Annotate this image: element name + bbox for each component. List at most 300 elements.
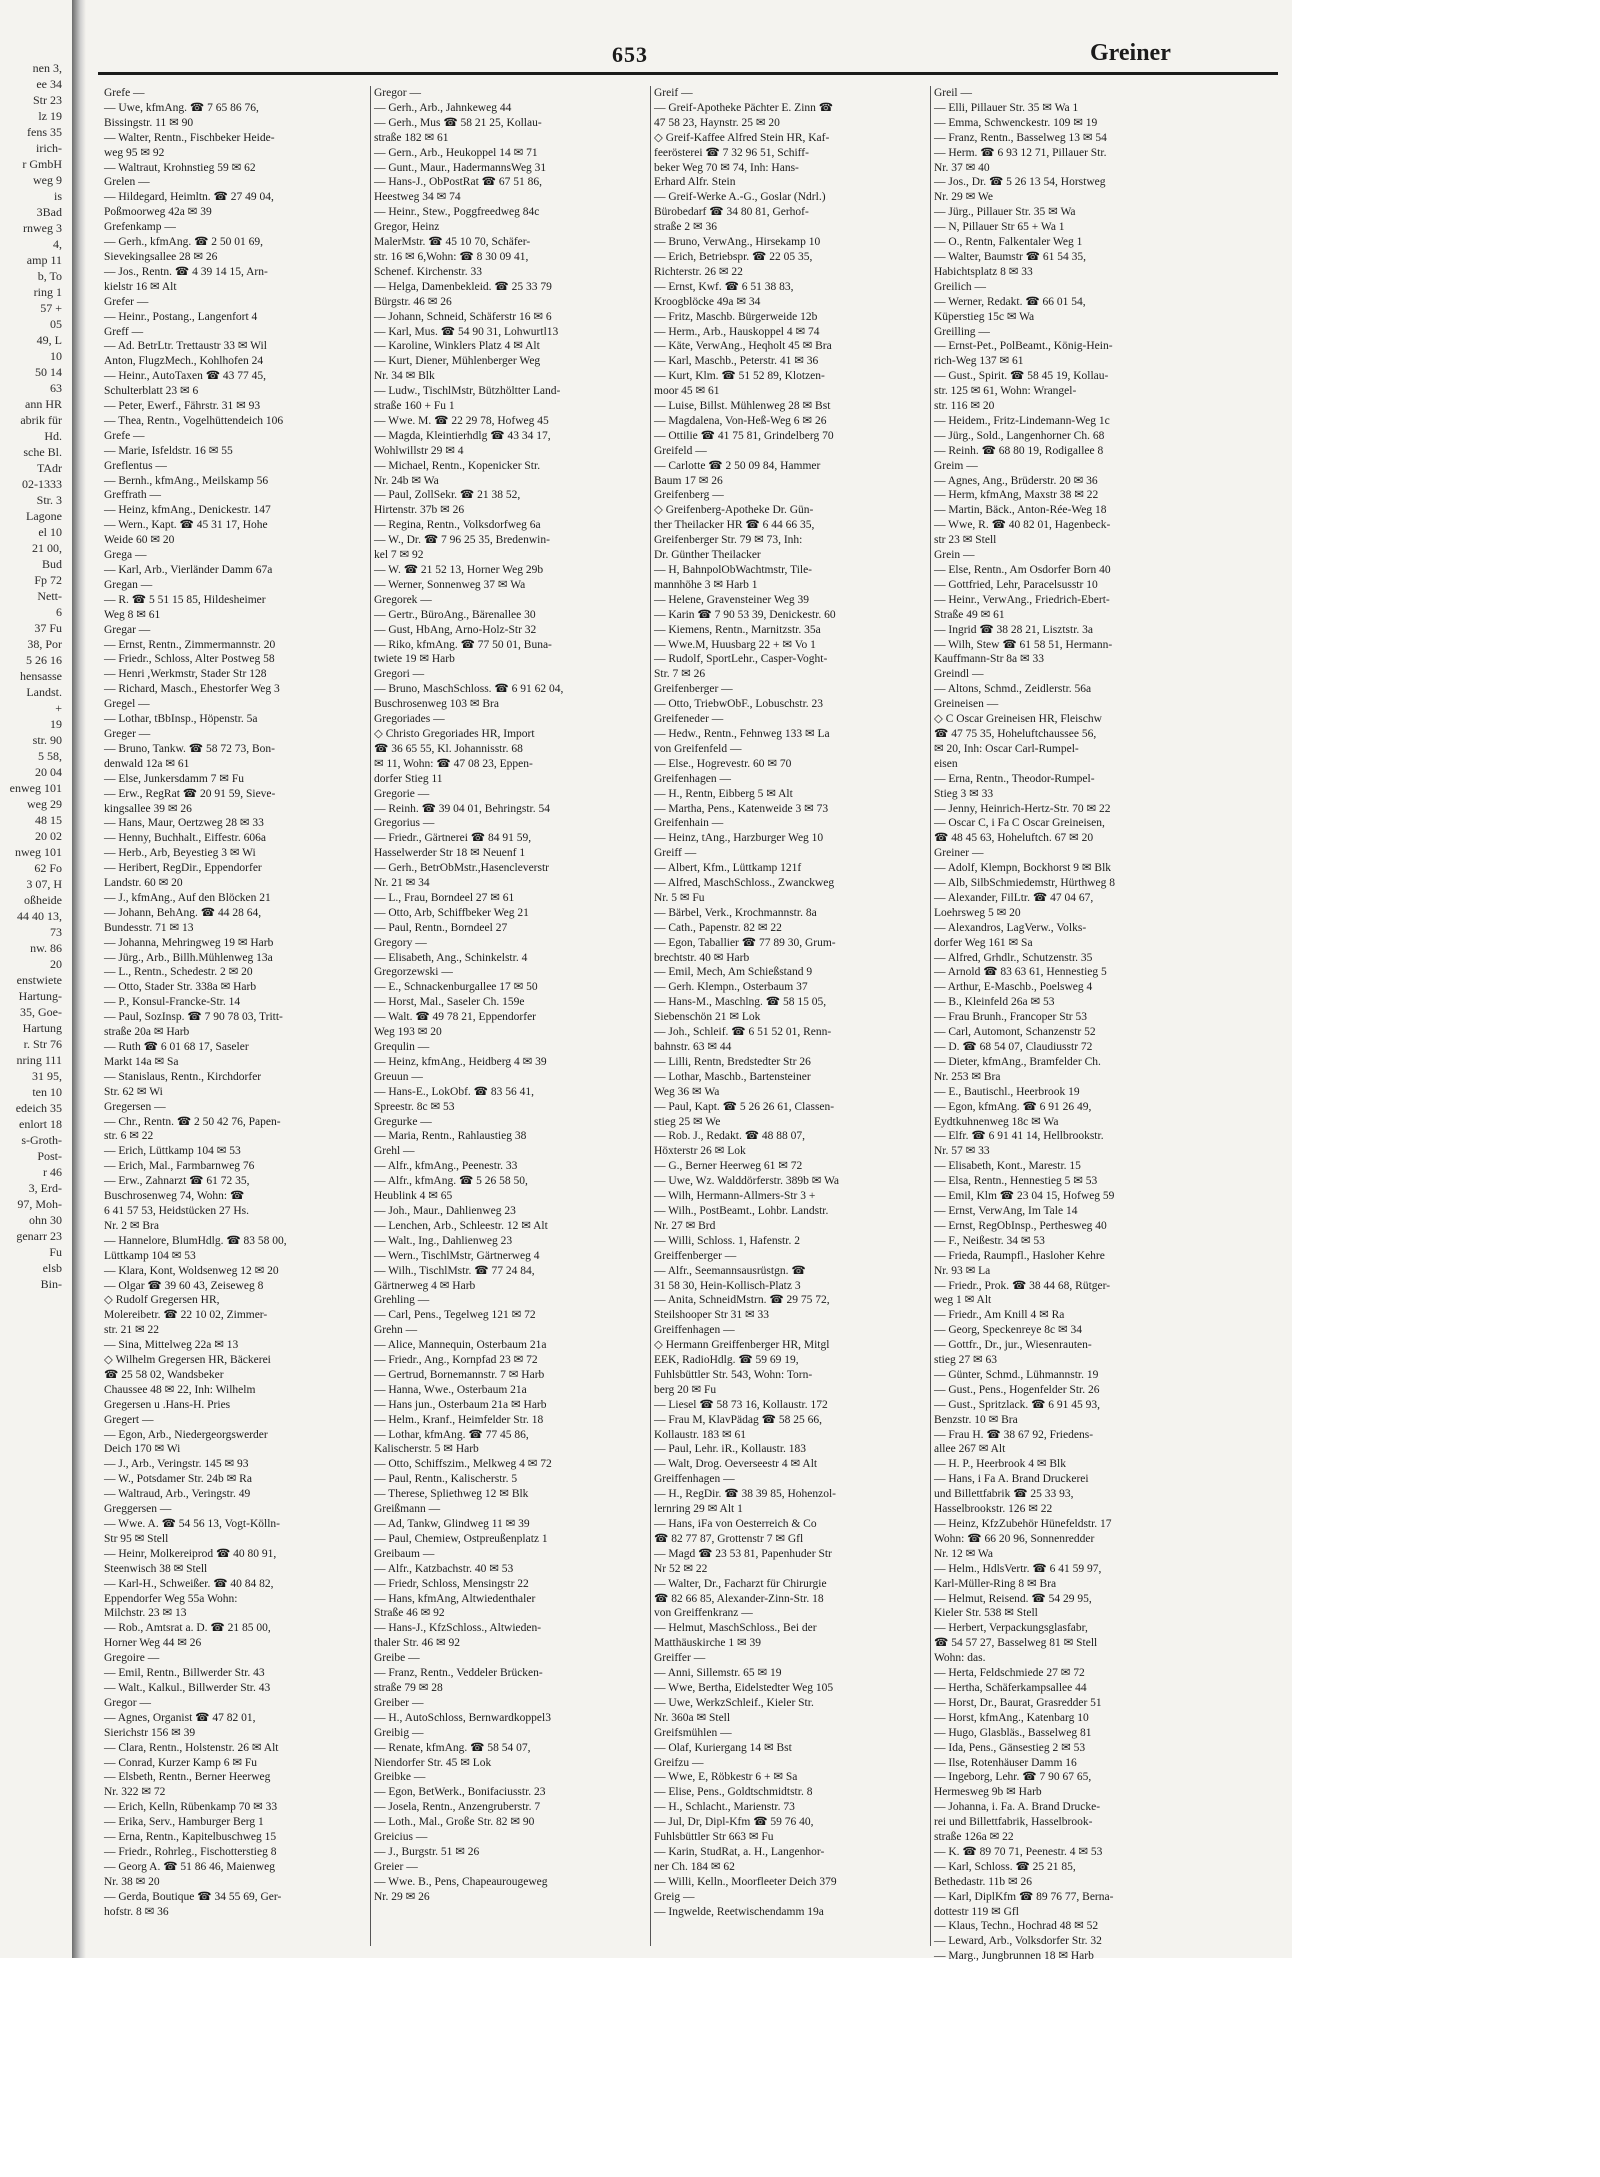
directory-line: Grein — bbox=[934, 549, 975, 562]
directory-line: Greifenhain — bbox=[654, 817, 724, 830]
directory-line: — Ernst-Pet., PolBeamt., König-Hein- bbox=[934, 340, 1113, 353]
directory-line: Grefe — bbox=[104, 87, 145, 99]
directory-line: Weg 193 ✉ 20 bbox=[374, 1026, 442, 1039]
directory-line: Gregor, Heinz bbox=[374, 221, 440, 234]
directory-line: straße 182 ✉ 61 bbox=[374, 131, 449, 144]
directory-line: — Erna, Rentn., Theodor-Rumpel- bbox=[934, 772, 1095, 785]
directory-line: — Sina, Mittelweg 22a ✉ 13 bbox=[104, 1339, 239, 1352]
directory-line: — Helm., HdlsVertr. ☎ 6 41 59 97, bbox=[934, 1562, 1102, 1575]
margin-fragment: Hd. bbox=[44, 429, 62, 443]
directory-line: — Alfr., kfmAng. ☎ 5 26 58 50, bbox=[374, 1175, 528, 1188]
directory-line: rei und Billettfabrik, Hasselbrook- bbox=[934, 1816, 1093, 1829]
directory-line: Greiber — bbox=[374, 1696, 424, 1709]
margin-fragment: 73 bbox=[50, 925, 62, 939]
directory-line: thaler Str. 46 ✉ 92 bbox=[374, 1637, 460, 1650]
directory-line: Sierichstr 156 ✉ 39 bbox=[104, 1726, 196, 1739]
directory-line: Hirtenstr. 37b ✉ 26 bbox=[374, 504, 465, 517]
directory-line: — Ernst, Kwf. ☎ 6 51 38 83, bbox=[654, 280, 794, 293]
directory-line: — Maria, Rentn., Rahlaustieg 38 bbox=[374, 1130, 527, 1143]
directory-line: — Wwe. M. ☎ 22 29 78, Hofweg 45 bbox=[374, 414, 549, 427]
directory-line: str. 116 ✉ 20 bbox=[934, 400, 995, 413]
directory-line: Steilshooper Str 31 ✉ 33 bbox=[654, 1309, 770, 1322]
directory-line: Greifenberger Str. 79 ✉ 73, Inh: bbox=[654, 534, 803, 547]
directory-line: Greiff — bbox=[654, 847, 697, 860]
directory-line: — Walter, Dr., Facharzt für Chirurgie bbox=[654, 1577, 827, 1590]
directory-line: Gregan — bbox=[104, 578, 153, 591]
directory-line: — Georg, Speckenreye 8c ✉ 34 bbox=[934, 1324, 1083, 1337]
directory-line: straße 2 ✉ 36 bbox=[654, 221, 717, 234]
directory-line: — Alexander, FilLtr. ☎ 47 04 67, bbox=[934, 891, 1094, 904]
directory-line: — Hanna, Wwe., Osterbaum 21a bbox=[374, 1383, 527, 1396]
margin-fragment: amp 11 bbox=[26, 253, 62, 267]
directory-line: kel 7 ✉ 92 bbox=[374, 549, 424, 562]
directory-line: Nr. 38 ✉ 20 bbox=[104, 1875, 160, 1888]
directory-line: — Rob., Amtsrat a. D. ☎ 21 85 00, bbox=[104, 1622, 271, 1635]
directory-line: — Elise, Pens., Goldtschmidtstr. 8 bbox=[654, 1786, 813, 1799]
directory-line: Greig — bbox=[654, 1890, 695, 1903]
directory-line: Heestweg 34 ✉ 74 bbox=[374, 191, 461, 204]
margin-fragment: nen 3, bbox=[32, 61, 62, 75]
margin-fragment: r 46 bbox=[43, 1165, 62, 1179]
directory-line: — Kurt, Klm. ☎ 51 52 89, Klotzen- bbox=[654, 370, 825, 383]
directory-line: — Marg., Jungbrunnen 18 ✉ Harb bbox=[934, 1950, 1094, 1963]
directory-line: Nr. 93 ✉ La bbox=[934, 1264, 991, 1277]
margin-fragment: Lagone bbox=[26, 509, 62, 523]
directory-line: Weg 36 ✉ Wa bbox=[654, 1085, 720, 1098]
directory-line: — Greif-Apotheke Pächter E. Zinn ☎ bbox=[654, 101, 834, 114]
directory-line: Grehl — bbox=[374, 1145, 415, 1158]
directory-line: Greibaum — bbox=[374, 1547, 435, 1560]
margin-fragment: ten 10 bbox=[32, 1085, 62, 1099]
margin-fragment: is bbox=[53, 189, 62, 203]
directory-line: weg 1 ✉ Alt bbox=[934, 1294, 992, 1307]
directory-line: — Walter, Rentn., Fischbeker Heide- bbox=[104, 131, 275, 144]
directory-line: — Hans, Maur, Oertzweg 28 ✉ 33 bbox=[104, 817, 264, 830]
directory-line: Grefe — bbox=[104, 429, 145, 442]
margin-fragment: Str 23 bbox=[32, 93, 62, 107]
directory-line: — Gust., Spritzlack. ☎ 6 91 45 93, bbox=[934, 1398, 1101, 1411]
margin-fragment: nring 111 bbox=[16, 1053, 62, 1067]
margin-fragment: weg 9 bbox=[33, 173, 62, 187]
directory-line: Greff — bbox=[104, 325, 144, 338]
directory-line: Greilich — bbox=[934, 280, 987, 293]
directory-line: — Friedr., Am Knill 4 ✉ Ra bbox=[934, 1309, 1065, 1322]
margin-fragment: 57 + bbox=[40, 301, 62, 315]
directory-line: Anton, FlugzMech., Kohlhofen 24 bbox=[104, 355, 264, 368]
directory-line: stieg 25 ✉ We bbox=[654, 1115, 721, 1128]
directory-line: — Walt, Drog. Oeverseestr 4 ✉ Alt bbox=[654, 1458, 818, 1471]
directory-line: — Johanna, Mehringweg 19 ✉ Harb bbox=[104, 936, 274, 949]
directory-line: Richterstr. 26 ✉ 22 bbox=[654, 265, 743, 278]
directory-line: — Albert, Kfm., Lüttkamp 121f bbox=[654, 862, 802, 875]
directory-line: — Paul, Chemiew, Ostpreußenplatz 1 bbox=[374, 1532, 548, 1545]
directory-line: — Ottilie ☎ 41 75 81, Grindelberg 70 bbox=[654, 429, 834, 442]
directory-line: — Helmut, MaschSchloss., Bei der bbox=[654, 1622, 817, 1635]
directory-line: — Wwe, Bertha, Eidelstedter Weg 105 bbox=[654, 1681, 834, 1694]
directory-line: Hasselbrookstr. 126 ✉ 22 bbox=[934, 1503, 1053, 1516]
margin-fragment: r. Str 76 bbox=[23, 1037, 62, 1051]
directory-line: — Loth., Mal., Große Str. 82 ✉ 90 bbox=[374, 1816, 535, 1829]
directory-line: — Ingrid ☎ 38 28 21, Lisztstr. 3a bbox=[934, 623, 1094, 636]
directory-line: — Wwe, E, Röbkestr 6 + ✉ Sa bbox=[654, 1771, 798, 1784]
directory-line: Greifenberg — bbox=[654, 489, 724, 502]
directory-line: — H., AutoSchloss, Bernwardkoppel3 bbox=[374, 1711, 551, 1724]
directory-line: Kroogblöcke 49a ✉ 34 bbox=[654, 295, 761, 308]
directory-line: — J., kfmAng., Auf den Blöcken 21 bbox=[104, 891, 271, 904]
margin-fragment: 02-1333 bbox=[22, 477, 62, 491]
directory-line: ☎ 25 58 02, Wandsbeker bbox=[104, 1368, 224, 1381]
margin-fragment: 62 Fo bbox=[34, 861, 62, 875]
directory-line: straße 160 + Fu 1 bbox=[374, 400, 455, 413]
directory-line: — Ernst, VerwAng, Im Tale 14 bbox=[934, 1204, 1078, 1217]
directory-line: — Paul, ZollSekr. ☎ 21 38 52, bbox=[374, 489, 521, 502]
directory-line: brechtstr. 40 ✉ Harb bbox=[654, 951, 750, 964]
directory-line: — Herm., Arb., Hauskoppel 4 ✉ 74 bbox=[654, 325, 820, 338]
directory-line: Schenef. Kirchenstr. 33 bbox=[374, 265, 482, 278]
directory-line: — Altons, Schmd., Zeidlerstr. 56a bbox=[934, 683, 1092, 696]
margin-fragment: str. 90 bbox=[32, 733, 62, 747]
directory-line: — Bärbel, Verk., Krochmannstr. 8a bbox=[654, 906, 817, 919]
directory-line: stieg 27 ✉ 63 bbox=[934, 1354, 997, 1367]
directory-line: — Käte, VerwAng., Heqholt 45 ✉ Bra bbox=[654, 340, 832, 353]
directory-line: — Friedr., Rohrleg., Fischotterstieg 8 bbox=[104, 1845, 277, 1858]
directory-line: — D. ☎ 68 54 07, Claudiusstr 72 bbox=[934, 1041, 1093, 1053]
directory-line: Greifeld — bbox=[654, 444, 707, 457]
directory-line: — Wern., Kapt. ☎ 45 31 17, Hohe bbox=[104, 519, 268, 532]
directory-line: — Heinr., VerwAng., Friedrich-Ebert- bbox=[934, 593, 1110, 606]
margin-fragment: TAdr bbox=[36, 461, 62, 475]
directory-line: dorfer Weg 161 ✉ Sa bbox=[934, 936, 1033, 949]
directory-line: Nr. 322 ✉ 72 bbox=[104, 1786, 166, 1799]
directory-line: — Bruno, VerwAng., Hirsekamp 10 bbox=[654, 236, 821, 249]
directory-line: — Magdalena, Von-Heß-Weg 6 ✉ 26 bbox=[654, 414, 827, 427]
column-divider bbox=[370, 86, 371, 1946]
directory-line: — Chr., Rentn. ☎ 2 50 42 76, Papen- bbox=[104, 1115, 281, 1128]
directory-line: Matthäuskirche 1 ✉ 39 bbox=[654, 1637, 762, 1650]
directory-line: — Gottfr., Dr., jur., Wiesenrauten- bbox=[934, 1339, 1092, 1352]
directory-line: ◇ Hermann Greiffenberger HR, Mitgl bbox=[654, 1339, 830, 1352]
directory-line: Greiffenhagen — bbox=[654, 1324, 735, 1337]
directory-line: Kalischerstr. 5 ✉ Harb bbox=[374, 1443, 479, 1456]
directory-line: kingsallee 39 ✉ 26 bbox=[104, 802, 192, 815]
directory-line: — Oscar C, i Fa C Oscar Greineisen, bbox=[934, 817, 1105, 830]
directory-line: — Wilh., PostBeamt., Lohbr. Landstr. bbox=[654, 1204, 829, 1217]
directory-line: — Heidem., Fritz-Lindemann-Weg 1c bbox=[934, 414, 1110, 427]
directory-line: — Uwe, Wz. Walddörferstr. 389b ✉ Wa bbox=[654, 1175, 840, 1188]
directory-line: — Heinz, kfmAng., Denickestr. 147 bbox=[104, 504, 271, 517]
directory-line: Benzstr. 10 ✉ Bra bbox=[934, 1413, 1018, 1426]
directory-line: denwald 12a ✉ 61 bbox=[104, 757, 190, 770]
directory-line: — Erich, Kelln, Rübenkamp 70 ✉ 33 bbox=[104, 1801, 278, 1814]
margin-fragment: el 10 bbox=[38, 525, 62, 539]
directory-line: von Greiffenkranz — bbox=[654, 1607, 753, 1620]
directory-line: ☎ 48 45 63, Hoheluftch. 67 ✉ 20 bbox=[934, 832, 1094, 845]
directory-line: — Walt., Kalkul., Billwerder Str. 43 bbox=[104, 1681, 271, 1694]
directory-line: — Lothar, kfmAng. ☎ 77 45 86, bbox=[374, 1428, 529, 1441]
directory-line: — F., Neißestr. 34 ✉ 53 bbox=[934, 1234, 1045, 1247]
directory-line: — Herta, Feldschmiede 27 ✉ 72 bbox=[934, 1667, 1085, 1680]
directory-line: — Jos., Rentn. ☎ 4 39 14 15, Arn- bbox=[104, 265, 268, 278]
directory-line: — Jürg., Sold., Langenhorner Ch. 68 bbox=[934, 429, 1105, 442]
margin-fragment: 6 bbox=[56, 605, 62, 619]
directory-line: — Lilli, Rentn, Bredstedter Str 26 bbox=[654, 1055, 811, 1068]
directory-line: — W., Dr. ☎ 7 96 25 35, Bredenwin- bbox=[374, 534, 550, 547]
directory-line: — Elli, Pillauer Str. 35 ✉ Wa 1 bbox=[934, 101, 1079, 114]
directory-line: Grehling — bbox=[374, 1294, 430, 1307]
directory-line: Buschrosenweg 74, Wohn: ☎ bbox=[104, 1190, 245, 1203]
directory-line: ◇ Greif-Kaffee Alfred Stein HR, Kaf- bbox=[654, 131, 830, 144]
directory-line: str 23 ✉ Stell bbox=[934, 534, 997, 547]
directory-line: — Elisabeth, Ang., Schinkelstr. 4 bbox=[374, 951, 528, 964]
margin-fragment: Hartung bbox=[22, 1021, 62, 1035]
margin-fragment: fens 35 bbox=[27, 125, 62, 139]
margin-fragment: Post- bbox=[37, 1149, 62, 1163]
directory-line: — Martin, Bäck., Anton-Rée-Weg 18 bbox=[934, 504, 1107, 517]
directory-line: — Gunt., Maur., HadermannsWeg 31 bbox=[374, 161, 547, 174]
directory-line: — Egon, kfmAng. ☎ 6 91 26 49, bbox=[934, 1100, 1092, 1113]
directory-line: — Heinr, Molkereiprod ☎ 40 80 91, bbox=[104, 1547, 277, 1560]
directory-line: — Hildegard, Heimltn. ☎ 27 49 04, bbox=[104, 191, 274, 204]
directory-line: beker Weg 70 ✉ 74, Inh: Hans- bbox=[654, 161, 799, 174]
directory-line: — Helga, Damenbekleid. ☎ 25 33 79 bbox=[374, 280, 552, 293]
directory-line: 47 58 23, Haynstr. 25 ✉ 20 bbox=[654, 116, 780, 129]
directory-line: mannhöhe 3 ✉ Harb 1 bbox=[654, 578, 758, 591]
directory-line: Fuhlsbüttler Str. 543, Wohn: Torn- bbox=[654, 1368, 813, 1381]
directory-line: — Franz, Rentn., Veddeler Brücken- bbox=[374, 1667, 543, 1680]
directory-line: Eppendorfer Weg 55a Wohn: bbox=[104, 1592, 238, 1605]
directory-line: Gregorzewski — bbox=[374, 966, 453, 979]
directory-line: — Paul, Rentn., Borndeel 27 bbox=[374, 921, 508, 934]
directory-line: — Olgar ☎ 39 60 43, Zeiseweg 8 bbox=[104, 1279, 264, 1292]
directory-line: — Heinr., AutoTaxen ☎ 43 77 45, bbox=[104, 370, 267, 383]
directory-line: — Gerh., BetrObMstr.,Hasencleverstr bbox=[374, 862, 550, 875]
margin-fragment: Hartung- bbox=[18, 989, 62, 1003]
directory-line: — Wwe.M, Huusbarg 22 + ✉ Vo 1 bbox=[654, 638, 816, 651]
directory-line: — Egon, BetWerk., Bonifaciusstr. 23 bbox=[374, 1786, 546, 1799]
directory-line: Gregori — bbox=[374, 668, 425, 681]
directory-line: Str. 7 ✉ 26 bbox=[654, 668, 706, 681]
directory-line: — Gerh. Klempn., Osterbaum 37 bbox=[654, 981, 808, 994]
directory-line: — Jul, Dr, Dipl-Kfm ☎ 59 76 40, bbox=[654, 1816, 814, 1829]
directory-line: — Riko, kfmAng. ☎ 77 50 01, Buna- bbox=[374, 638, 552, 651]
directory-line: lernring 29 ✉ Alt 1 bbox=[654, 1503, 743, 1516]
directory-line: — Erw., RegRat ☎ 20 91 59, Sieve- bbox=[104, 787, 276, 800]
directory-line: — Stanislaus, Rentn., Kirchdorfer bbox=[104, 1070, 262, 1083]
margin-fragment: + bbox=[55, 701, 62, 715]
directory-line: — Regina, Rentn., Volksdorfweg 6a bbox=[374, 519, 541, 532]
directory-line: — Paul, Lehr. iR., Kollaustr. 183 bbox=[654, 1443, 807, 1456]
directory-line: — Emil, Rentn., Billwerder Str. 43 bbox=[104, 1667, 265, 1680]
directory-line: Greger — bbox=[104, 727, 151, 740]
directory-line: — Ludw., TischlMstr, Bützhöltter Land- bbox=[374, 385, 561, 398]
directory-line: — Jos., Dr. ☎ 5 26 13 54, Horstweg bbox=[934, 176, 1106, 189]
directory-line: allee 267 ✉ Alt bbox=[934, 1443, 1006, 1456]
directory-line: Chaussee 48 ✉ 22, Inh: Wilhelm bbox=[104, 1383, 256, 1396]
directory-line: — Heribert, RegDir., Eppendorfer bbox=[104, 862, 262, 875]
margin-fragment: Nett- bbox=[37, 589, 62, 603]
directory-line: — Wilh, Stew ☎ 61 58 51, Hermann- bbox=[934, 638, 1113, 651]
directory-line: — Erna, Rentn., Kapitelbuschweg 15 bbox=[104, 1831, 277, 1844]
directory-line: — Hans, kfmAng, Altwiedenthaler bbox=[374, 1592, 536, 1605]
directory-line: — Therese, Spliethweg 12 ✉ Blk bbox=[374, 1488, 529, 1501]
directory-line: — Hugo, Glasbläs., Basselweg 81 bbox=[934, 1726, 1092, 1739]
directory-line: — Herm, kfmAng, Maxstr 38 ✉ 22 bbox=[934, 489, 1099, 502]
directory-line: — W. ☎ 21 52 13, Horner Weg 29b bbox=[374, 564, 544, 576]
directory-line: — Elfr. ☎ 6 91 41 14, Hellbrookstr. bbox=[934, 1130, 1104, 1143]
directory-line: — Hans jun., Osterbaum 21a ✉ Harb bbox=[374, 1398, 547, 1411]
directory-line: — Gerda, Boutique ☎ 34 55 69, Ger- bbox=[104, 1890, 282, 1903]
margin-fragment: ann HR bbox=[25, 397, 62, 411]
column-divider bbox=[650, 86, 651, 1946]
directory-line: Gregurke — bbox=[374, 1115, 432, 1128]
directory-line: Bürgstr. 46 ✉ 26 bbox=[374, 295, 452, 308]
margin-fragment: irich- bbox=[36, 141, 62, 155]
directory-line: — Hertha, Schäferkampsallee 44 bbox=[934, 1681, 1087, 1694]
margin-fragment: 38, Por bbox=[27, 637, 62, 651]
directory-line: Wohlwillstr 29 ✉ 4 bbox=[374, 444, 464, 457]
directory-line: Gregorie — bbox=[374, 787, 430, 800]
margin-fragment: 4, bbox=[53, 237, 62, 251]
directory-line: — Paul, SozInsp. ☎ 7 90 78 03, Tritt- bbox=[104, 1011, 283, 1024]
directory-line: — Otto, Schiffszim., Melkweg 4 ✉ 72 bbox=[374, 1458, 552, 1471]
directory-line: — H., Rentn, Eibberg 5 ✉ Alt bbox=[654, 787, 793, 800]
directory-line: Nr. 27 ✉ Brd bbox=[654, 1219, 716, 1232]
directory-line: — Alfred, Grhdlr., Schutzenstr. 35 bbox=[934, 951, 1093, 964]
directory-line: — Josela, Rentn., Anzengruberstr. 7 bbox=[374, 1801, 541, 1814]
directory-line: — Karl-H., Schweißer. ☎ 40 84 82, bbox=[104, 1577, 274, 1590]
directory-line: — Else, Rentn., Am Osdorfer Born 40 bbox=[934, 564, 1111, 576]
directory-line: — Franz, Rentn., Basselweg 13 ✉ 54 bbox=[934, 131, 1107, 144]
directory-line: — Bernh., kfmAng., Meilskamp 56 bbox=[104, 474, 269, 487]
directory-line: — Waltraut, Krohnstieg 59 ✉ 62 bbox=[104, 161, 256, 174]
directory-line: Heublink 4 ✉ 65 bbox=[374, 1190, 453, 1203]
directory-line: Nr. 57 ✉ 33 bbox=[934, 1145, 990, 1158]
directory-line: Greuun — bbox=[374, 1070, 423, 1083]
directory-line: Greißmann — bbox=[374, 1503, 441, 1516]
margin-fragment: b, To bbox=[37, 269, 62, 283]
directory-line: — W., Potsdamer Str. 24b ✉ Ra bbox=[104, 1473, 252, 1486]
column-divider bbox=[930, 86, 931, 1946]
directory-line: — Walt., Ing., Dahlienweg 23 bbox=[374, 1234, 513, 1247]
directory-line: — Emma, Schwenckestr. 109 ✉ 19 bbox=[934, 116, 1098, 129]
directory-line: — Johanna, i. Fa. A. Brand Drucke- bbox=[934, 1801, 1101, 1814]
directory-line: eisen bbox=[934, 757, 958, 770]
directory-line: Greflentus — bbox=[104, 459, 167, 472]
directory-line: — Bruno, MaschSchloss. ☎ 6 91 62 04, bbox=[374, 683, 564, 696]
directory-column-1 bbox=[104, 86, 372, 1946]
margin-fragment: r GmbH bbox=[22, 157, 62, 171]
margin-fragment: 20 04 bbox=[35, 765, 62, 779]
directory-line: — Bruno, Tankw. ☎ 58 72 73, Bon- bbox=[104, 742, 276, 755]
directory-line: — Frau Brunh., Francoper Str 53 bbox=[934, 1011, 1087, 1024]
directory-line: Nr 52 ✉ 22 bbox=[654, 1562, 708, 1575]
directory-line: — Kiemens, Rentn., Marnitzstr. 35a bbox=[654, 623, 821, 636]
directory-line: straße 20a ✉ Harb bbox=[104, 1026, 190, 1039]
directory-line: — Ruth ☎ 6 01 68 17, Saseler bbox=[104, 1041, 249, 1053]
directory-line: — H., RegDir. ☎ 38 39 85, Hohenzol- bbox=[654, 1488, 837, 1501]
margin-fragment: Fp 72 bbox=[34, 573, 62, 587]
directory-line: Grefer — bbox=[104, 295, 149, 308]
directory-line: — Georg A. ☎ 51 86 46, Maienweg bbox=[104, 1860, 275, 1873]
margin-fragment: 5 58, bbox=[38, 749, 62, 763]
directory-line: Greindl — bbox=[934, 668, 984, 681]
directory-line: — Uwe, kfmAng. ☎ 7 65 86 76, bbox=[104, 101, 259, 114]
directory-line: — Reinh. ☎ 39 04 01, Behringstr. 54 bbox=[374, 802, 550, 815]
directory-line: 31 58 30, Hein-Kollisch-Platz 3 bbox=[654, 1279, 801, 1292]
directory-line: — Alfr., Seemannsausrüstgn. ☎ bbox=[654, 1264, 806, 1277]
directory-line: — Ingeborg, Lehr. ☎ 7 90 67 65, bbox=[934, 1771, 1092, 1784]
margin-fragment: 5 26 16 bbox=[26, 653, 62, 667]
directory-line: — Friedr., Prok. ☎ 38 44 68, Rütger- bbox=[934, 1279, 1111, 1292]
directory-line: — Alfred, MaschSchloss., Zwanckweg bbox=[654, 877, 835, 890]
directory-line: — Alfr., Katzbachstr. 40 ✉ 53 bbox=[374, 1562, 514, 1575]
directory-line: — Frau H. ☎ 38 67 92, Friedens- bbox=[934, 1428, 1094, 1441]
directory-line: — Hans-M., Maschlng. ☎ 58 15 05, bbox=[654, 996, 827, 1009]
directory-line: Nr. 24b ✉ Wa bbox=[374, 474, 439, 487]
directory-line: Schulterblatt 23 ✉ 6 bbox=[104, 385, 199, 398]
directory-line: Greil — bbox=[934, 87, 973, 99]
directory-line: — Joh., Schleif. ☎ 6 51 52 01, Renn- bbox=[654, 1026, 832, 1039]
directory-line: — Emil, Mech, Am Schießstand 9 bbox=[654, 966, 813, 979]
directory-line: — Karl, DiplKfm ☎ 89 76 77, Berna- bbox=[934, 1890, 1114, 1903]
directory-line: Stieg 3 ✉ 33 bbox=[934, 787, 994, 800]
directory-line: — Herm. ☎ 6 93 12 71, Pillauer Str. bbox=[934, 146, 1107, 159]
directory-line: — Heinr., Postang., Langenfort 4 bbox=[104, 310, 258, 323]
directory-line: — Otto, TriebwObF., Lobuschstr. 23 bbox=[654, 698, 824, 711]
margin-fragment: 21 00, bbox=[32, 541, 62, 555]
directory-line: Gregorius — bbox=[374, 817, 435, 830]
directory-line: — Elsbeth, Rentn., Berner Heerweg bbox=[104, 1771, 271, 1784]
directory-line: — J., Arb., Veringstr. 145 ✉ 93 bbox=[104, 1458, 249, 1471]
directory-line: Grelen — bbox=[104, 176, 150, 189]
directory-line: — Willi, Kelln., Moorfleeter Deich 379 bbox=[654, 1875, 837, 1888]
directory-line: — H. P., Heerbrook 4 ✉ Blk bbox=[934, 1458, 1066, 1471]
directory-line: — Gerh., Arb., Jahnkeweg 44 bbox=[374, 101, 512, 114]
directory-line: Straße 46 ✉ 92 bbox=[374, 1607, 445, 1620]
directory-line: Markt 14a ✉ Sa bbox=[104, 1055, 179, 1068]
directory-line: — Gern., Arb., Heukoppel 14 ✉ 71 bbox=[374, 146, 538, 159]
directory-line: — L., Frau, Borndeel 27 ✉ 61 bbox=[374, 891, 515, 904]
directory-line: — Ernst, Rentn., Zimmermannstr. 20 bbox=[104, 638, 276, 651]
directory-line: EEK, RadioHdlg. ☎ 59 69 19, bbox=[654, 1354, 799, 1367]
directory-line: — Günter, Schmd., Lühmannstr. 19 bbox=[934, 1368, 1099, 1381]
directory-line: — Liesel ☎ 58 73 16, Kollaustr. 172 bbox=[654, 1398, 828, 1411]
directory-line: Karl-Müller-Ring 8 ✉ Bra bbox=[934, 1577, 1057, 1590]
directory-column-2 bbox=[374, 86, 642, 1946]
directory-line: Nr. 2 ✉ Bra bbox=[104, 1219, 159, 1232]
directory-line: — Richard, Masch., Ehestorfer Weg 3 bbox=[104, 683, 280, 696]
directory-line: straße 126a ✉ 22 bbox=[934, 1831, 1014, 1844]
directory-line: Greifsmühlen — bbox=[654, 1726, 732, 1739]
directory-line: Nr. 21 ✉ 34 bbox=[374, 877, 430, 890]
directory-line: Nr. 12 ✉ Wa bbox=[934, 1547, 993, 1560]
directory-line: — Cath., Papenstr. 82 ✉ 22 bbox=[654, 921, 782, 934]
directory-line: — Marie, Isfeldstr. 16 ✉ 55 bbox=[104, 444, 233, 457]
directory-line: — Martha, Pens., Katenweide 3 ✉ 73 bbox=[654, 802, 829, 815]
directory-line: — Waltraud, Arb., Veringstr. 49 bbox=[104, 1488, 251, 1501]
directory-line: — H, BahnpolObWachtmstr, Tile- bbox=[654, 564, 813, 576]
directory-line: — Herbert, Verpackungsglasfabr, bbox=[934, 1622, 1088, 1635]
directory-line: Wohn: das. bbox=[934, 1652, 986, 1665]
directory-line: — O., Rentn, Falkentaler Weg 1 bbox=[934, 236, 1083, 249]
directory-line: — Wilh, Hermann-Allmers-Str 3 + bbox=[654, 1190, 816, 1203]
directory-line: — Clara, Rentn., Holstenstr. 26 ✉ Alt bbox=[104, 1741, 279, 1754]
directory-line: Bethedastr. 11b ✉ 26 bbox=[934, 1875, 1033, 1888]
directory-line: 6 41 57 53, Heidstücken 27 Hs. bbox=[104, 1204, 250, 1217]
directory-line: — Ernst, RegObInsp., Perthesweg 40 bbox=[934, 1219, 1107, 1232]
margin-fragment: lz 19 bbox=[38, 109, 62, 123]
directory-line: — Karl, Arb., Vierländer Damm 67a bbox=[104, 564, 273, 576]
